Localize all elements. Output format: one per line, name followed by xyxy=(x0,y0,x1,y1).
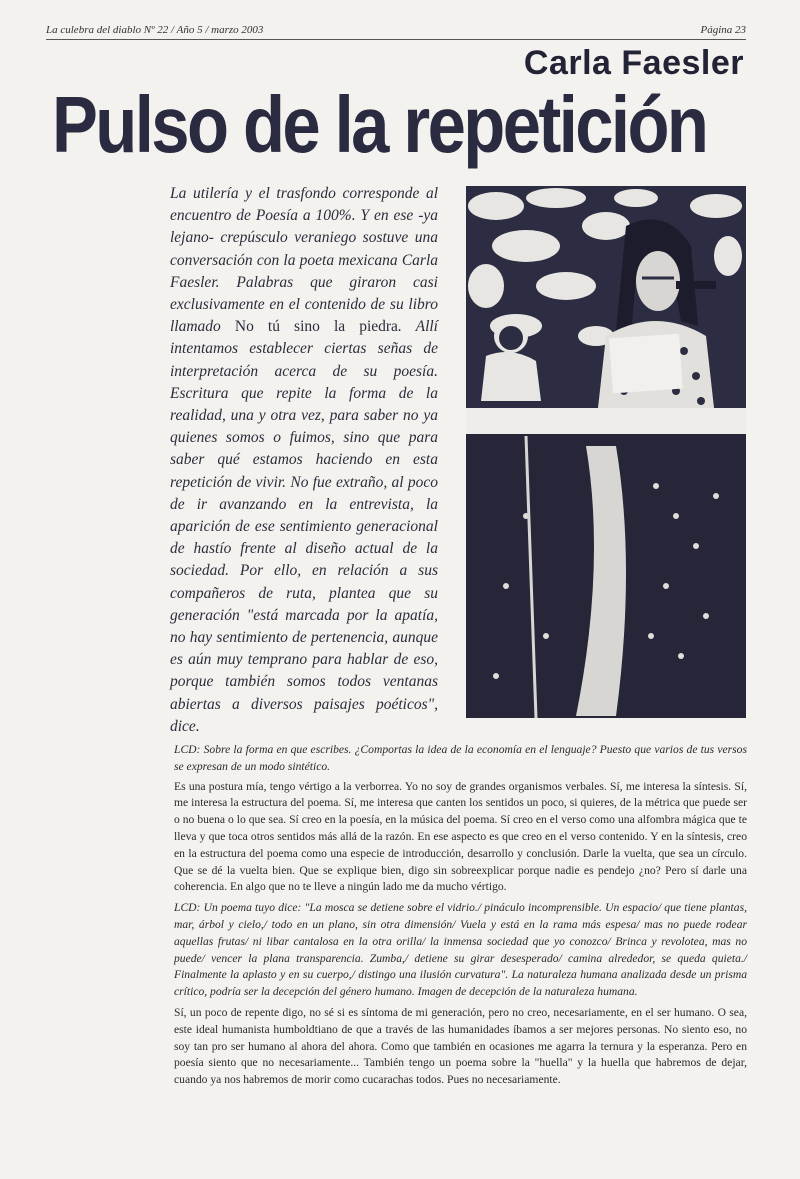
interview-answer-1: Es una postura mía, tengo vértigo a la verborrea. Yo no soy de grandes organismos verbales. Sí, me interesa la síntesis. Sí, me interesa la estructura del poema. Sí, me interesa que canten los sentidos un poco, si quieres, de la métrica que puede ser o no buena o lo que sea. Sí creo en la poesía, en la música del poema. Sí creo en el verso como una alfombra mágica que te lleva y que toca otros sentidos más allá de la razón. En ese aspecto es que creo en el verso contenido. Y en la síntesis, creo en la estructura del poema como una especie de introducción, desarrollo y conclusión. Darle la vuelta, que sea un círculo. Que se dé la vuelta bien. Que se explique bien, digo sin sobreexplicar porque nadie es pendejo ¿no? Pero sí darle una coherencia. En algo que no te lleve a ningún lado me da mucho vértigo. xyxy=(174,779,747,894)
book-title: No tú sino la piedra xyxy=(234,318,398,336)
interview-question-1: LCD: Sobre la forma en que escribes. ¿Comportas la idea de la economía en el lenguaje? Puesto que varios de tus versos se expresan de un modo sintético. xyxy=(174,743,747,773)
running-head-issue: La culebra del diablo Nº 22 / Año 5 / marzo 2003 xyxy=(46,24,264,36)
photo-illustration xyxy=(466,186,746,718)
interview-question-2: LCD: Un poema tuyo dice: "La mosca se detiene sobre el vidrio./ pináculo incomprensible. Un espacio/ que tiene plantas, mar, árbol y cielo,/ todo en un plano, sin otra dimensión/ Vuela y está en la rama más espesa/ mas no puede rodear aquellas frutas/ ni libar cantalosa en la otra orilla/ la inmensa sociedad que yo conozco/ Brinca y revolotea, mas no puede/ vencer la plana transparencia. Zumba,/ detiene su girar desesperado/ camina alrededor, se queda quieta./ Finalmente la aplasto y en su cuerpo,/ distingo una ilusión curvatura". La naturaleza humana analizada desde un prisma crítico, podría ser la decepción del género humano. Imagen de decepción de la naturaleza humana. xyxy=(174,901,747,999)
interview-answer-2: Sí, un poco de repente digo, no sé si es síntoma de mi generación, pero no creo, necesariamente, en el ser humano. O sea, este ideal humanista humboldtiano de que a través de las humanidades íbamos a ser mejores personas. No siento eso, no soy tan pro ser humano al ahora del ahora. Como que también en ocasiones me agarra la ternura y la esperanza. Pero en poesía siento que no necesariamente... También tengo un poema sobre la "huella" y la huella que habremos de dejar, cuando ya nos habremos de morir como cucarachas todos. Pues no necesariamente. xyxy=(174,1005,747,1087)
intro-text-part-1: La utilería y el trasfondo corresponde al encuentro de Poesía a 100%. Y en ese -ya lejano- crepúsculo veraniego sostuve una conversación con la poeta mexicana Carla Faesler. Palabras que giraron casi exclusivamente en el contenido de su libro llamado xyxy=(170,185,438,336)
intro-text-part-2: . Allí intentamos establecer ciertas señas de interpretación acerca de su poesía. Escritura que repite la forma de la realidad, una y otra vez, para saber no ya quienes somos o fuimos, sino que para saber qué estamos haciendo en esta repetición de vivir. No fue extraño, al poco de ir avanzando en la entrevista, la aparición de ese sentimiento generacional de hastío frente al diseño actual de la sociedad. Por ello, en relación a sus compañeros de ruta, plantea que su generación "está marcada por la apatía, no hay sentimiento de pertenencia, aunque es aún muy temprano para hablar de eso, porque también somos todos ventanas abiertas a diversos paisajes poéticos", dice. xyxy=(170,318,438,735)
interview-body xyxy=(174,742,747,1093)
running-head-page-number: Página 23 xyxy=(700,24,746,36)
intro-paragraph xyxy=(170,183,438,738)
author-photo xyxy=(466,186,746,718)
author-name: Carla Faesler xyxy=(523,44,744,82)
running-head xyxy=(46,24,746,40)
article-title: Pulso de la repetición xyxy=(52,80,707,169)
